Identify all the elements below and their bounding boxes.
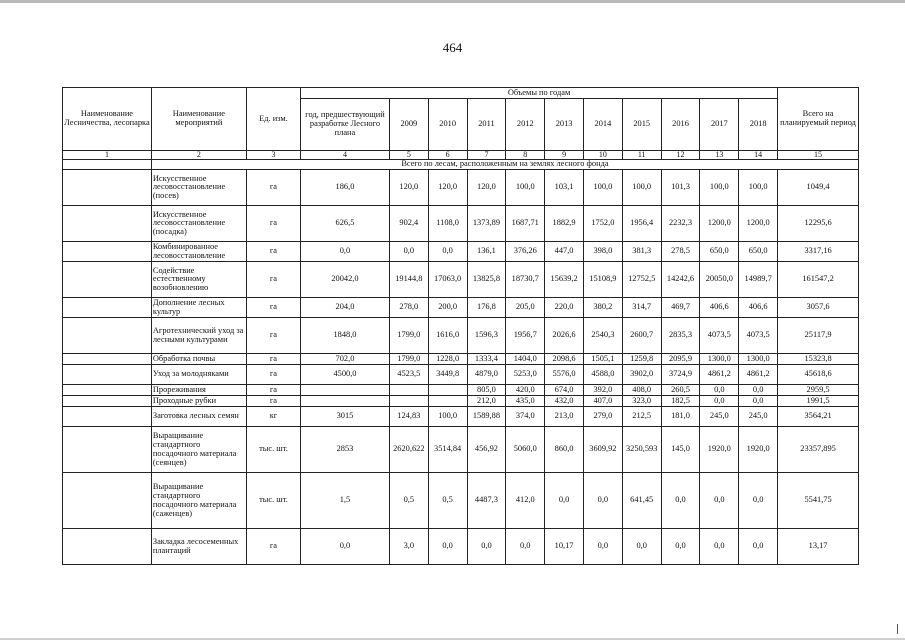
activity-name: Комбинированное лесовосстановление: [151, 242, 246, 262]
header-year: 2013: [545, 99, 584, 151]
forestry-cell: [63, 354, 152, 365]
year-value: 2232,3: [661, 206, 700, 242]
year-value: 14989,7: [739, 262, 778, 298]
header-year: 2015: [622, 99, 661, 151]
year-value: 2095,9: [661, 354, 700, 365]
year-value: 1200,0: [739, 206, 778, 242]
previous-year-value: [301, 385, 390, 396]
column-index-cell: 3: [246, 151, 300, 160]
year-value: 4879,0: [467, 365, 506, 385]
unit-cell: га: [246, 242, 300, 262]
previous-year-value: 626,5: [301, 206, 390, 242]
year-value: 1920,0: [700, 427, 739, 473]
year-value: 245,0: [739, 407, 778, 427]
year-value: 406,6: [700, 298, 739, 318]
year-value: 2835,3: [661, 318, 700, 354]
year-value: 314,7: [622, 298, 661, 318]
year-value: 1200,0: [700, 206, 739, 242]
previous-year-value: 2853: [301, 427, 390, 473]
unit-cell: га: [246, 354, 300, 365]
table-row: [63, 365, 859, 385]
unit-cell: га: [246, 262, 300, 298]
forestry-cell: [63, 318, 152, 354]
year-value: 20050,0: [700, 262, 739, 298]
activity-name: Обработка почвы: [151, 354, 246, 365]
year-value: 1228,0: [428, 354, 467, 365]
year-value: 0,0: [389, 242, 428, 262]
year-value: 0,0: [506, 529, 545, 565]
year-value: 376,26: [506, 242, 545, 262]
previous-year-value: 3015: [301, 407, 390, 427]
year-value: 278,0: [389, 298, 428, 318]
year-value: 0,0: [661, 473, 700, 529]
year-value: 4588,0: [583, 365, 622, 385]
year-value: 1333,4: [467, 354, 506, 365]
year-value: 0,0: [700, 529, 739, 565]
page-number: 464: [442, 40, 463, 55]
year-value: 0,0: [661, 529, 700, 565]
header-year: 2017: [700, 99, 739, 151]
year-value: 2540,3: [583, 318, 622, 354]
activity-name: Содействие естественному возобновлению: [151, 262, 246, 298]
header-year: 2016: [661, 99, 700, 151]
year-value: 120,0: [467, 170, 506, 206]
year-value: 4487,3: [467, 473, 506, 529]
year-value: 12752,5: [622, 262, 661, 298]
year-value: 4523,5: [389, 365, 428, 385]
total-value: 3057,6: [778, 298, 859, 318]
year-value: 205,0: [506, 298, 545, 318]
year-value: 136,1: [467, 242, 506, 262]
table-row: [63, 298, 859, 318]
year-value: 0,0: [583, 473, 622, 529]
year-value: 0,0: [700, 396, 739, 407]
section-title: Всего по лесам, расположенным на землях лесного фонда: [151, 160, 858, 170]
year-value: 5576,0: [545, 365, 584, 385]
previous-year-value: 1,5: [301, 473, 390, 529]
activity-name: Проходные рубки: [151, 396, 246, 407]
table-row: [63, 385, 859, 396]
total-value: 1049,4: [778, 170, 859, 206]
year-value: 3902,0: [622, 365, 661, 385]
year-value: 902,4: [389, 206, 428, 242]
year-value: 1616,0: [428, 318, 467, 354]
forestry-cell: [63, 529, 152, 565]
total-value: 3317,16: [778, 242, 859, 262]
year-value: [428, 385, 467, 396]
previous-year-value: 0,0: [301, 242, 390, 262]
total-value: 3564,21: [778, 407, 859, 427]
year-value: 0,0: [739, 473, 778, 529]
unit-cell: га: [246, 365, 300, 385]
year-value: [428, 396, 467, 407]
total-value: 25117,9: [778, 318, 859, 354]
year-value: 1259,8: [622, 354, 661, 365]
forestry-cell: [63, 473, 152, 529]
year-value: 13825,8: [467, 262, 506, 298]
table-row: [63, 318, 859, 354]
year-value: 15108,9: [583, 262, 622, 298]
table-row: [63, 427, 859, 473]
total-value: 12295,6: [778, 206, 859, 242]
column-index-cell: 15: [778, 151, 859, 160]
total-value: 5541,75: [778, 473, 859, 529]
forestry-cell: [63, 206, 152, 242]
year-value: 1300,0: [700, 354, 739, 365]
year-value: 420,0: [506, 385, 545, 396]
year-value: 3449,8: [428, 365, 467, 385]
year-value: 120,0: [389, 170, 428, 206]
column-index-cell: 14: [739, 151, 778, 160]
column-index-cell: 7: [467, 151, 506, 160]
activity-name: Выращивание стандартного посадочного материала (сеянцев): [151, 427, 246, 473]
year-value: 200,0: [428, 298, 467, 318]
year-value: 0,5: [389, 473, 428, 529]
year-value: 181,0: [661, 407, 700, 427]
year-value: 674,0: [545, 385, 584, 396]
forestry-cell: [63, 385, 152, 396]
year-value: 100,0: [583, 170, 622, 206]
unit-cell: тыс. шт.: [246, 427, 300, 473]
year-value: 408,0: [622, 385, 661, 396]
column-index-cell: 10: [583, 151, 622, 160]
year-value: 380,2: [583, 298, 622, 318]
forestry-cell: [63, 242, 152, 262]
year-value: 2620,622: [389, 427, 428, 473]
header-year: 2010: [428, 99, 467, 151]
year-value: 1108,0: [428, 206, 467, 242]
unit-cell: кг: [246, 407, 300, 427]
year-value: 18730,7: [506, 262, 545, 298]
year-value: 212,5: [622, 407, 661, 427]
column-index-cell: 12: [661, 151, 700, 160]
previous-year-value: 702,0: [301, 354, 390, 365]
year-value: 0,0: [739, 529, 778, 565]
year-value: 0,0: [428, 529, 467, 565]
column-index-cell: 5: [389, 151, 428, 160]
year-value: 1373,89: [467, 206, 506, 242]
year-value: 3514,84: [428, 427, 467, 473]
forestry-cell: [63, 396, 152, 407]
total-value: 161547,2: [778, 262, 859, 298]
table-row: [63, 473, 859, 529]
year-value: 14242,6: [661, 262, 700, 298]
year-value: 650,0: [700, 242, 739, 262]
header-year: 2018: [739, 99, 778, 151]
year-value: 260,5: [661, 385, 700, 396]
header-total: Всего на планируемый период: [778, 88, 859, 151]
year-value: 279,0: [583, 407, 622, 427]
forestry-cell: [63, 365, 152, 385]
activity-name: Искусственное лесовосстановление (посадка): [151, 206, 246, 242]
year-value: 15639,2: [545, 262, 584, 298]
year-value: 100,0: [700, 170, 739, 206]
year-value: 3250,593: [622, 427, 661, 473]
year-value: 392,0: [583, 385, 622, 396]
year-value: 4073,5: [700, 318, 739, 354]
scan-edge-mark: [897, 624, 898, 634]
year-value: 176,8: [467, 298, 506, 318]
year-value: 245,0: [700, 407, 739, 427]
year-value: 1752,0: [583, 206, 622, 242]
year-value: 1920,0: [739, 427, 778, 473]
header-year: 2012: [506, 99, 545, 151]
total-value: 45618,6: [778, 365, 859, 385]
year-value: 10,17: [545, 529, 584, 565]
year-value: 19144,8: [389, 262, 428, 298]
unit-cell: га: [246, 529, 300, 565]
previous-year-value: [301, 396, 390, 407]
year-value: 3724,9: [661, 365, 700, 385]
header-unit: Ед. изм.: [246, 88, 300, 151]
year-value: 407,0: [583, 396, 622, 407]
table-row: [63, 242, 859, 262]
year-value: 5253,0: [506, 365, 545, 385]
year-value: 3,0: [389, 529, 428, 565]
year-value: 1799,0: [389, 354, 428, 365]
activity-name: Искусственное лесовосстановление (посев): [151, 170, 246, 206]
year-value: 432,0: [545, 396, 584, 407]
year-value: 101,3: [661, 170, 700, 206]
year-value: 182,5: [661, 396, 700, 407]
year-value: 1404,0: [506, 354, 545, 365]
section-blank-cell: [63, 160, 152, 170]
year-value: 0,0: [700, 385, 739, 396]
year-value: 4861,2: [739, 365, 778, 385]
year-value: 5060,0: [506, 427, 545, 473]
year-value: 278,5: [661, 242, 700, 262]
year-value: 374,0: [506, 407, 545, 427]
year-value: 100,0: [506, 170, 545, 206]
previous-year-value: 186,0: [301, 170, 390, 206]
column-index-cell: 8: [506, 151, 545, 160]
total-value: 1991,5: [778, 396, 859, 407]
year-value: 17063,0: [428, 262, 467, 298]
year-value: 1687,71: [506, 206, 545, 242]
column-index-cell: 11: [622, 151, 661, 160]
year-value: 435,0: [506, 396, 545, 407]
column-index-cell: 1: [63, 151, 152, 160]
forestry-cell: [63, 427, 152, 473]
column-index-cell: 9: [545, 151, 584, 160]
total-value: 2959,5: [778, 385, 859, 396]
previous-year-value: 204,0: [301, 298, 390, 318]
unit-cell: га: [246, 206, 300, 242]
table-row: [63, 206, 859, 242]
year-value: 2600,7: [622, 318, 661, 354]
column-index-row: [63, 151, 859, 160]
unit-cell: га: [246, 318, 300, 354]
year-value: 4073,5: [739, 318, 778, 354]
year-value: 0,0: [583, 529, 622, 565]
year-value: [389, 385, 428, 396]
year-value: 212,0: [467, 396, 506, 407]
total-value: 15323,8: [778, 354, 859, 365]
year-value: 4861,2: [700, 365, 739, 385]
year-value: 213,0: [545, 407, 584, 427]
year-value: 1956,7: [506, 318, 545, 354]
previous-year-value: 0,0: [301, 529, 390, 565]
total-value: 23357,895: [778, 427, 859, 473]
year-value: 0,0: [467, 529, 506, 565]
activity-name: Уход за молодняками: [151, 365, 246, 385]
year-value: 1799,0: [389, 318, 428, 354]
year-value: 412,0: [506, 473, 545, 529]
table-row: [63, 396, 859, 407]
activity-name: Закладка лесосеменных плантаций: [151, 529, 246, 565]
year-value: 0,0: [739, 385, 778, 396]
year-value: 1505,1: [583, 354, 622, 365]
year-value: 1596,3: [467, 318, 506, 354]
table-row: [63, 170, 859, 206]
activity-name: Агротехнический уход за лесными культурами: [151, 318, 246, 354]
table-row: [63, 354, 859, 365]
header-forestry: Наименование Лесничества, лесопарка: [63, 88, 152, 151]
activity-name: Прореживания: [151, 385, 246, 396]
year-value: 641,45: [622, 473, 661, 529]
unit-cell: га: [246, 385, 300, 396]
header-volumes-by-year: Объемы по годам: [301, 88, 778, 99]
previous-year-value: 1848,0: [301, 318, 390, 354]
table-row: [63, 407, 859, 427]
year-value: [389, 396, 428, 407]
year-value: 1589,88: [467, 407, 506, 427]
previous-year-value: 20042,0: [301, 262, 390, 298]
year-value: 124,83: [389, 407, 428, 427]
scan-top-edge: [0, 0, 905, 3]
year-value: 456,92: [467, 427, 506, 473]
year-value: 2098,6: [545, 354, 584, 365]
year-value: 805,0: [467, 385, 506, 396]
unit-cell: га: [246, 298, 300, 318]
reforestation-volumes-table: [62, 87, 859, 565]
year-value: 3609,92: [583, 427, 622, 473]
year-value: 100,0: [739, 170, 778, 206]
forestry-cell: [63, 170, 152, 206]
year-value: 1882,9: [545, 206, 584, 242]
forestry-cell: [63, 407, 152, 427]
unit-cell: га: [246, 170, 300, 206]
table-row: [63, 262, 859, 298]
forestry-cell: [63, 262, 152, 298]
year-value: 120,0: [428, 170, 467, 206]
year-value: 860,0: [545, 427, 584, 473]
unit-cell: га: [246, 396, 300, 407]
column-index-cell: 2: [151, 151, 246, 160]
year-value: 398,0: [583, 242, 622, 262]
year-value: 0,0: [700, 473, 739, 529]
year-value: 1300,0: [739, 354, 778, 365]
year-value: 381,3: [622, 242, 661, 262]
column-index-cell: 4: [301, 151, 390, 160]
year-value: 323,0: [622, 396, 661, 407]
header-year: 2009: [389, 99, 428, 151]
activity-name: Заготовка лесных семян: [151, 407, 246, 427]
header-year: 2014: [583, 99, 622, 151]
unit-cell: тыс. шт.: [246, 473, 300, 529]
year-value: 406,6: [739, 298, 778, 318]
year-value: 100,0: [622, 170, 661, 206]
year-value: 650,0: [739, 242, 778, 262]
header-previous-year: год, предшествующий разработке Лесного плана: [301, 99, 390, 151]
previous-year-value: 4500,0: [301, 365, 390, 385]
activity-name: Дополнение лесных культур: [151, 298, 246, 318]
year-value: 0,5: [428, 473, 467, 529]
year-value: 145,0: [661, 427, 700, 473]
forestry-cell: [63, 298, 152, 318]
year-value: 0,0: [622, 529, 661, 565]
column-index-cell: 6: [428, 151, 467, 160]
year-value: 100,0: [428, 407, 467, 427]
year-value: 103,1: [545, 170, 584, 206]
year-value: 447,0: [545, 242, 584, 262]
year-value: 0,0: [545, 473, 584, 529]
year-value: 0,0: [428, 242, 467, 262]
table-row: [63, 529, 859, 565]
year-value: 1956,4: [622, 206, 661, 242]
year-value: 2026,6: [545, 318, 584, 354]
year-value: 220,0: [545, 298, 584, 318]
year-value: 0,0: [739, 396, 778, 407]
column-index-cell: 13: [700, 151, 739, 160]
activity-name: Выращивание стандартного посадочного материала (саженцев): [151, 473, 246, 529]
total-value: 13,17: [778, 529, 859, 565]
header-activity: Наименование мероприятий: [151, 88, 246, 151]
header-year: 2011: [467, 99, 506, 151]
year-value: 469,7: [661, 298, 700, 318]
